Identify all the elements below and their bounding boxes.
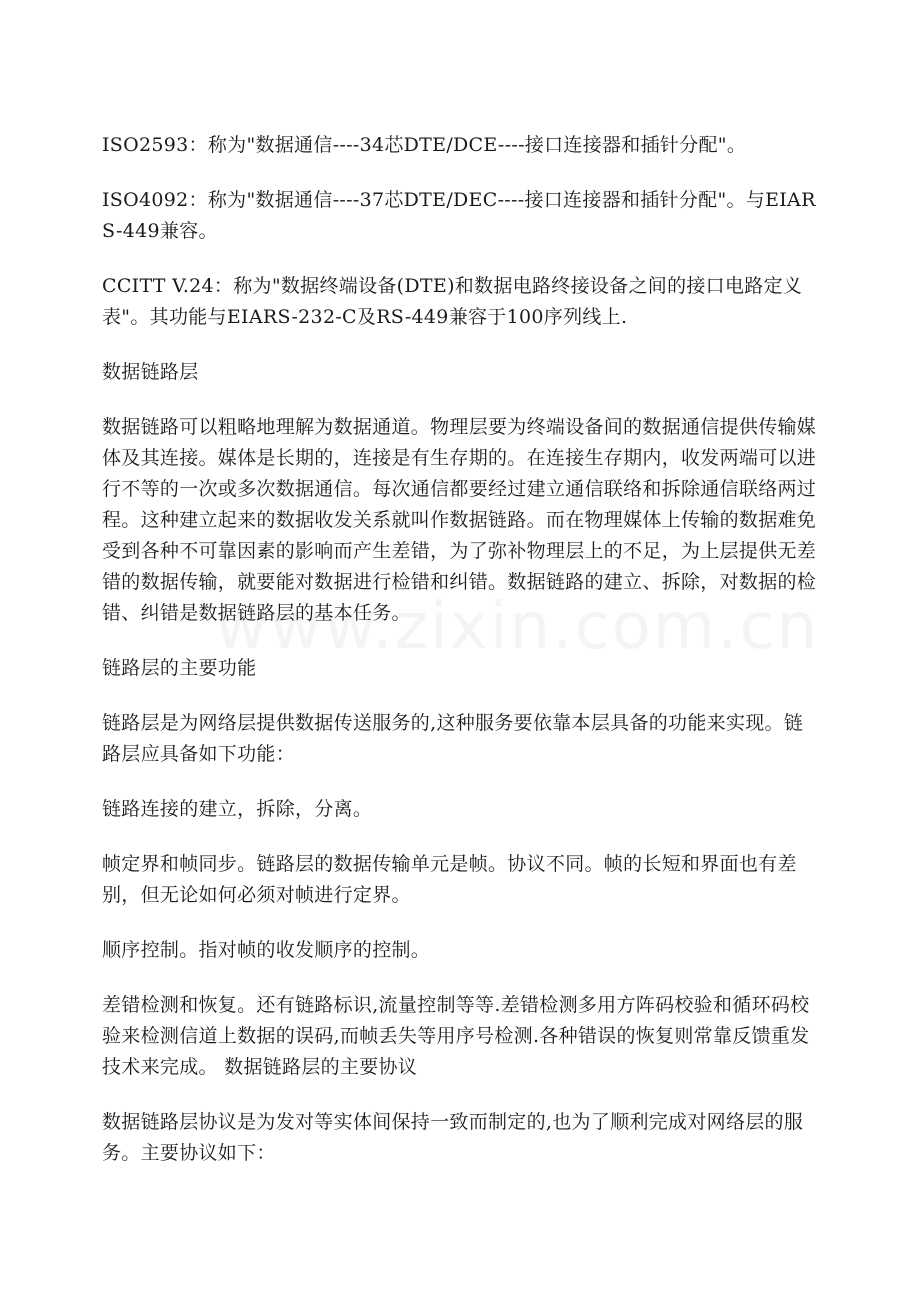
section-heading-main-functions: 链路层的主要功能 — [102, 657, 257, 679]
paragraph-frame-sync: 帧定界和帧同步。链路层的数据传输单元是帧。协议不同。帧的长短和界面也有差别，但无论如何必须对帧进行定界。 — [102, 853, 797, 906]
paragraph-error-detection: 差错检测和恢复。还有链路标识,流量控制等等.差错检测多用方阵码校验和循环码校验来检测信道上数据的误码,而帧丢失等用序号检测.各种错误的恢复则常靠反馈重发技术来完成。 数据链路层的主要协议 — [102, 994, 810, 1078]
paragraph-sequence-control: 顺序控制。指对帧的收发顺序的控制。 — [102, 939, 431, 961]
paragraph-functions-intro: 链路层是为网络层提供数据传送服务的,这种服务要依靠本层具备的功能来实现。链路层应具备如下功能： — [102, 712, 804, 765]
paragraph-link-connection: 链路连接的建立，拆除，分离。 — [102, 798, 373, 820]
paragraph-ccitt-v24: CCITT V.24：称为"数据终端设备(DTE)和数据电路终接设备之间的接口电路定义表"。其功能与EIARS-232-C及RS-449兼容于100序列线上. — [102, 275, 803, 328]
section-heading-data-link-layer: 数据链路层 — [102, 361, 199, 383]
paragraph-iso2593: ISO2593：称为"数据通信----34芯DTE/DCE----接口连接器和插针分配"。 — [102, 134, 747, 156]
paragraph-protocols-intro: 数据链路层协议是为发对等实体间保持一致而制定的,也为了顺利完成对网络层的服务。主要协议如下： — [102, 1111, 804, 1164]
paragraph-iso4092: ISO4092：称为"数据通信----37芯DTE/DEC----接口连接器和插针分配"。与EIARS-449兼容。 — [102, 189, 816, 242]
paragraph-data-link-intro: 数据链路可以粗略地理解为数据通道。物理层要为终端设备间的数据通信提供传输媒体及其连接。媒体是长期的，连接是有生存期的。在连接生存期内，收发两端可以进行不等的一次或多次数据通信。每次通信都要经过建立通信联络和拆除通信联络两过程。这种建立起来的数据收发关系就叫作数据链路。而在物理媒体上传输的数据难免受到各种不可靠因素的影响而产生差错，为了弥补物理层上的不足，为上层提供无差错的数据传输，就要能对数据进行检错和纠错。数据链路的建立、拆除，对数据的检错、纠错是数据链路层的基本任务。 — [102, 416, 817, 624]
document-body — [102, 130, 822, 1193]
